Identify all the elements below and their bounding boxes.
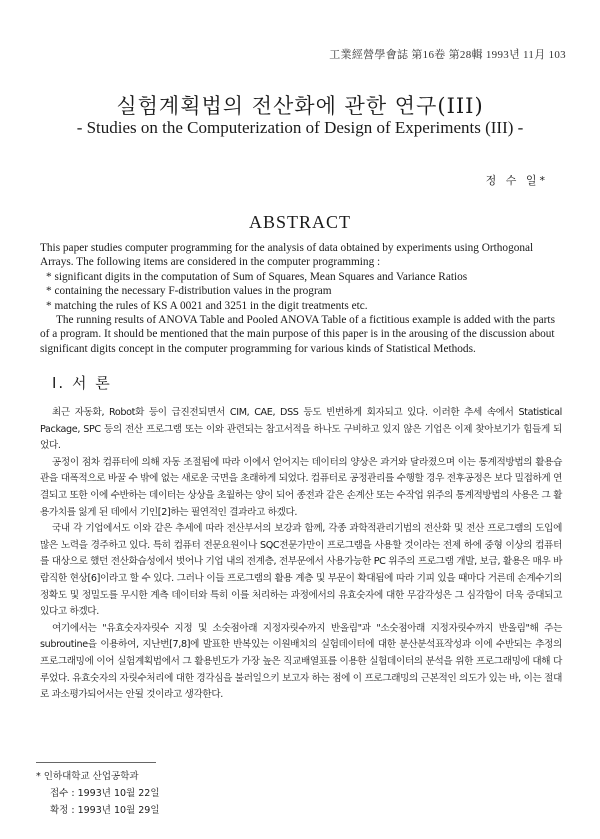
title-korean: 실험계획법의 전산화에 관한 연구(III) [116, 94, 484, 118]
footnote [36, 768, 160, 819]
author: 정 수 일* [485, 174, 548, 187]
body-paragraph: 국내 각 기업에서도 이와 같은 추세에 따라 전산부서의 보강과 함께, 각종 과학적관리기법의 전산화 및 전산 프로그램의 도입에 많은 노력을 경주하고 있다. 특히 컴퓨터 전문요원이나 SQC전문가만이 프로그램을 사용할 것이라는 전제 하에 중형 이상의 컴퓨터를 대상으로 했던 전산화습성에서 벗어나 기업 내의 전계층, 전부문에서 사용가능한 PC 위주의 프로그램 개발, 보급, 활용은 매우 바람직한 현상[6]이라고 할 수 있다. 그러나 이들 프로그램의 활용 계층 및 부문이 확대됨에 따라 기피 있을 때마다 거른데 손계수기의 정확도 및 정밀도를 무시한 계측 데이터와 특히 이를 처리하는 과정에서의 유효숫자에 대한 무감각성은 그 심각함이 더욱 증대되고 있다고 하겠다. [40, 523, 562, 618]
abstract-list [40, 270, 560, 313]
footnote-divider [36, 762, 156, 763]
section-body [40, 405, 562, 704]
abstract-closing: The running results of ANOVA Table and Pooled ANOVA Table of a fictitious example is added with the parts of a program. It should be mentioned that the main purpose of this paper is in the arousing of the discussion about significant digits concept in the computer programming for various kinds of Statistical Methods. [40, 314, 555, 355]
abstract-intro: This paper studies computer programming for the analysis of data obtained by experiments using Orthogonal Arrays. The following items are considered in the computer programming : [40, 242, 534, 269]
body-paragraph: 여기에서는 "유효숫자자릿수 지정 및 소숫점아래 지정자릿수까지 반올림"과 "소숫점아래 지정자릿수까지 반올림"해 주는 subroutine을 이용하여, 지난번[7,8]에 발표한 반복있는 이원배치의 실험데이터에 대한 분산분석표작성과 이에 수반되는 추정의 프로그래밍에 이어 실험계획법에서 그 활용빈도가 가장 높은 직교배열표를 이용한 실험데이터의 분석을 위한 프로그래밍에 대해 다루었다. 유효숫자의 자릿수처리에 대한 경각심을 불러일으키 보고자 하는 점에 이 프로그래밍의 근본적인 의도가 있는 바, 이는 절대로 과소평가되어서는 안될 것이라고 생각한다. [40, 622, 562, 701]
title-english: - Studies on the Computerization of Design of Experiments (III) - [76, 118, 524, 137]
footnote-accepted: 확정 : 1993년 10월 29일 [50, 805, 160, 816]
body-paragraph: 최근 자동화, Robot화 등이 급진전되면서 CIM, CAE, DSS 등도 빈번하게 회자되고 있다. 이러한 추세 속에서 Statistical Package, SPC 등의 전산 프로그램 또는 이와 관련되는 참고서적을 하나도 구비하고 있지 않은 기업은 이제 찾아보기가 힘들게 되었다. [40, 407, 562, 452]
footnote-received: 접수 : 1993년 10월 22일 [50, 788, 160, 799]
running-head: 工業經營學會誌 第16卷 第28輯 1993년 11月 103 [329, 49, 566, 61]
abstract-item: * matching the rules of KS A 0021 and 3251 in the digit treatments etc. [40, 299, 560, 313]
abstract-heading: ABSTRACT [248, 212, 352, 232]
section-heading: I. 서 론 [52, 374, 112, 392]
abstract-item: * containing the necessary F-distribution values in the program [40, 284, 560, 298]
body-paragraph: 공정이 점차 컴퓨터에 의해 자동 조절됨에 따라 이에서 얻어지는 데이터의 양상은 과거와 달라졌으며 이는 통계적방법의 활용습관을 대폭적으로 바꿀 수 밖에 없는 새로운 국면을 초래하게 되었다. 컴퓨터로 공정관리를 수행할 경우 전후공정은 보다 밀접하게 연결되고 또한 이에 수반하는 데이터는 상상을 초월하는 양이 되어 종전과 같은 손계산 또는 수작업 위주의 통계적방법의 사용은 그 활용가치를 잃게 된 데에서 기인[2]하는 필연적인 결과라고 하겠다. [40, 456, 562, 518]
abstract-body [40, 241, 560, 356]
abstract-item: * significant digits in the computation of Sum of Squares, Mean Squares and Variance Ratios [40, 270, 560, 284]
footnote-affiliation: * 인하대학교 산업공학과 [36, 771, 139, 782]
